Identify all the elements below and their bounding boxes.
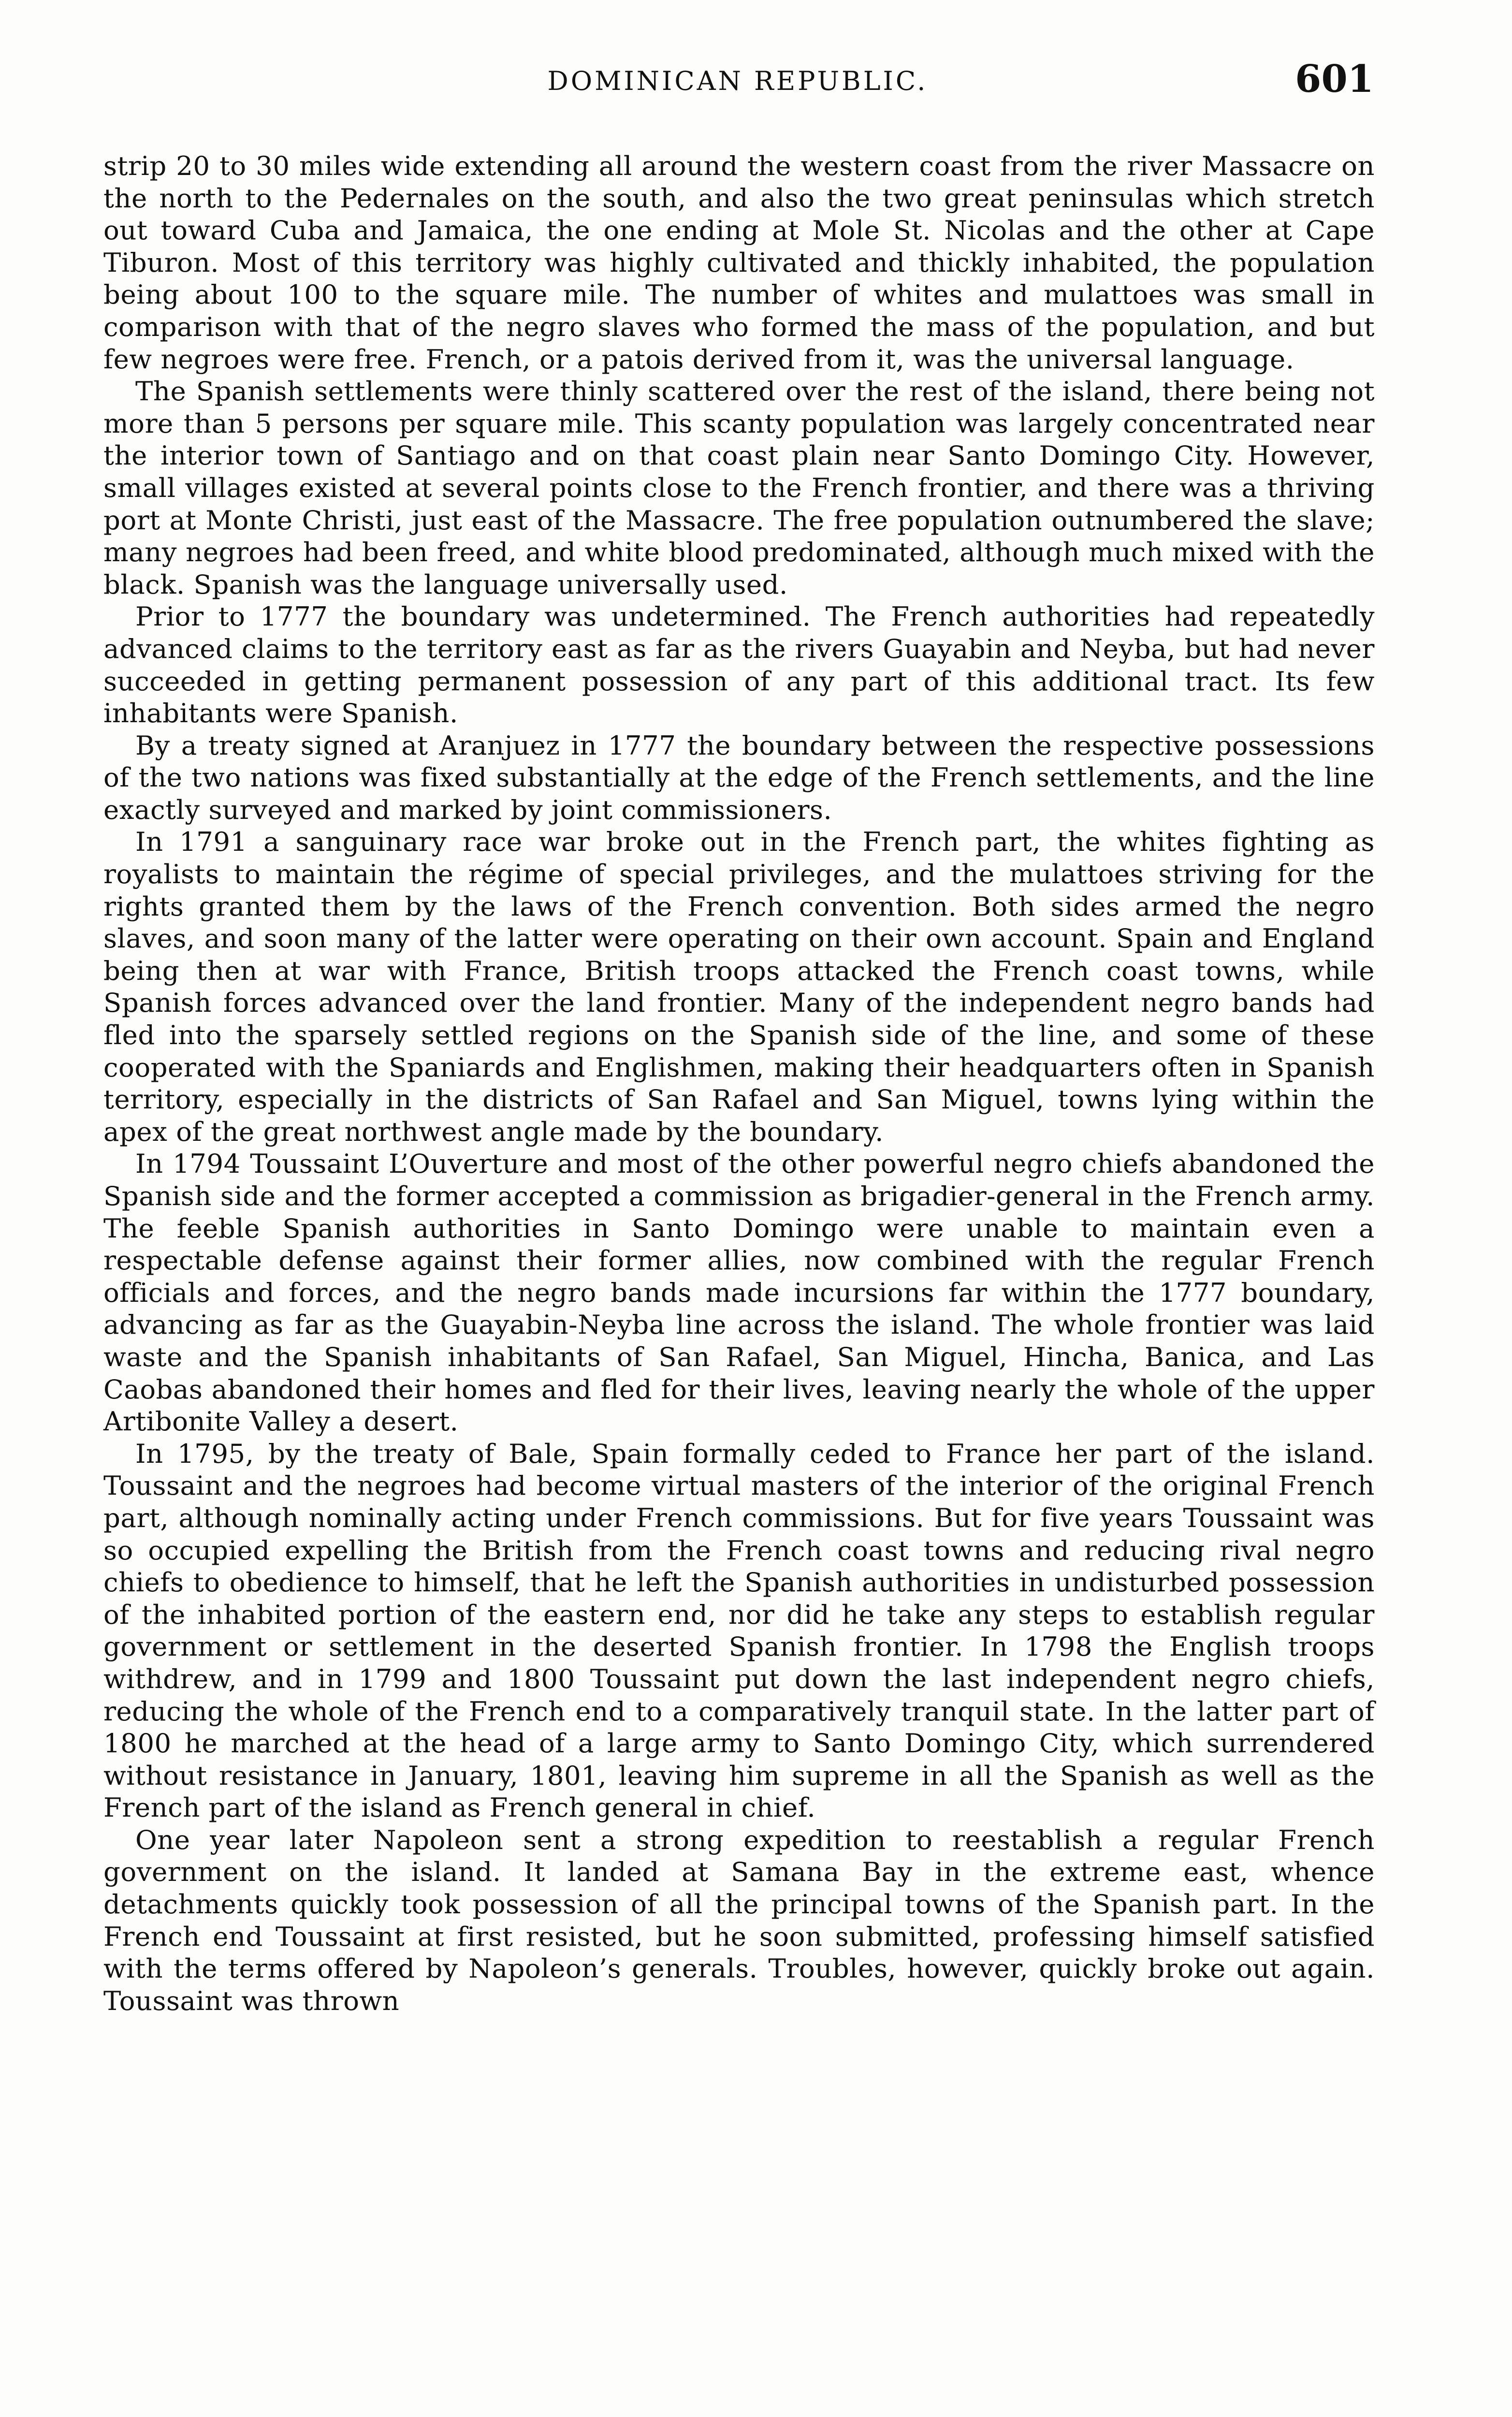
paragraph-toussaint-1794: In 1794 Toussaint L’Ouverture and most of the other powerful negro chiefs abandoned the Spanish side and the former accepted a commission as brigadier-general in the French army. The feeble Spanish authorities in Santo Domingo were unable to maintain even a respectable defense against their former allies, now combined with the regular French officials and forces, and the negro bands made incursions far within the 1777 boundary, advancing as far as the Guayabin-Neyba line across the island. The whole frontier was laid waste and the Spanish inhabitants of San Rafael, San Miguel, Hincha, Banica, and Las Caobas abandoned their homes and fled for their lives, leaving nearly the whole of the upper Artibonite Valley a desert. [103,1148,1375,1437]
paragraph-treaty-bale-1795: In 1795, by the treaty of Bale, Spain formally ceded to France her part of the island. Toussaint and the negroes had become virtual masters of the interior of the original French part, although nominally acting under French commissions. But for five years Toussaint was so occupied expelling the British from the French coast towns and reducing rival negro chiefs to obedience to himself, that he left the Spanish authorities in undisturbed possession of the inhabited portion of the eastern end, nor did he take any steps to establish regular government or settlement in the deserted Spanish frontier. In 1798 the English troops withdrew, and in 1799 and 1800 Toussaint put down the last independent negro chiefs, reducing the whole of the French end to a comparatively tranquil state. In the latter part of 1800 he marched at the head of a large army to Santo Domingo City, which surrendered without resistance in January, 1801, leaving him supreme in all the Spanish as well as the French part of the island as French general in chief. [103,1438,1375,1823]
paragraph-french-territory: strip 20 to 30 miles wide extending all around the western coast from the river Massacre on the north to the Pedernales on the south, and also the two great peninsulas which stretch out toward Cuba and Jamaica, the one ending at Mole St. Nicolas and the other at Cape Tiburon. Most of this territory was highly cultivated and thickly inhabited, the population being about 100 to the square mile. The number of whites and mulattoes was small in comparison with that of the negro slaves who formed the mass of the population, and but few negroes were free. French, or a patois derived from it, was the universal language. [103,150,1375,375]
paragraph-treaty-aranjuez: By a treaty signed at Aranjuez in 1777 the boundary between the respective possessions of the two nations was fixed substantially at the edge of the French settlements, and the line exactly surveyed and marked by joint commissioners. [103,729,1375,825]
paragraph-napoleon-expedition: One year later Napoleon sent a strong expedition to reestablish a regular French government on the island. It landed at Samana Bay in the extreme east, whence detachments quickly took possession of all the principal towns of the Spanish part. In the French end Toussaint at first resisted, but he soon submitted, professing himself satisfied with the terms offered by Napoleon’s generals. Troubles, however, quickly broke out again. Toussaint was thrown [103,1824,1375,2016]
running-head: DOMINICAN REPUBLIC. [547,66,928,96]
page-header [102,57,1374,115]
paragraph-race-war-1791: In 1791 a sanguinary race war broke out in the French part, the whites fighting as royalists to maintain the régime of special privileges, and the mulattoes striving for the rights granted them by the laws of the French convention. Both sides armed the negro slaves, and soon many of the latter were operating on their own account. Spain and England being then at war with France, British troops attacked the French coast towns, while Spanish forces advanced over the land frontier. Many of the independent negro bands had fled into the sparsely settled regions on the Spanish side of the line, and some of these cooperated with the Spaniards and Englishmen, making their headquarters often in Spanish territory, especially in the districts of San Rafael and San Miguel, towns lying within the apex of the great northwest angle made by the boundary. [103,826,1375,1147]
body-text [103,150,1375,2017]
paragraph-spanish-settlements: The Spanish settlements were thinly scattered over the rest of the island, there being not more than 5 persons per square mile. This scanty population was largely concentrated near the interior town of Santiago and on that coast plain near Santo Domingo City. However, small villages existed at several points close to the French frontier, and there was a thriving port at Monte Christi, just east of the Massacre. The free population outnumbered the slave; many negroes had been freed, and white blood predominated, although much mixed with the black. Spanish was the language universally used. [103,376,1375,600]
paragraph-boundary-before-1777: Prior to 1777 the boundary was undetermined. The French authorities had repeatedly advanced claims to the territory east as far as the rivers Guayabin and Neyba, but had never succeeded in getting permanent possession of any part of this additional tract. Its few inhabitants were Spanish. [103,601,1375,729]
page-number: 601 [1295,57,1374,101]
